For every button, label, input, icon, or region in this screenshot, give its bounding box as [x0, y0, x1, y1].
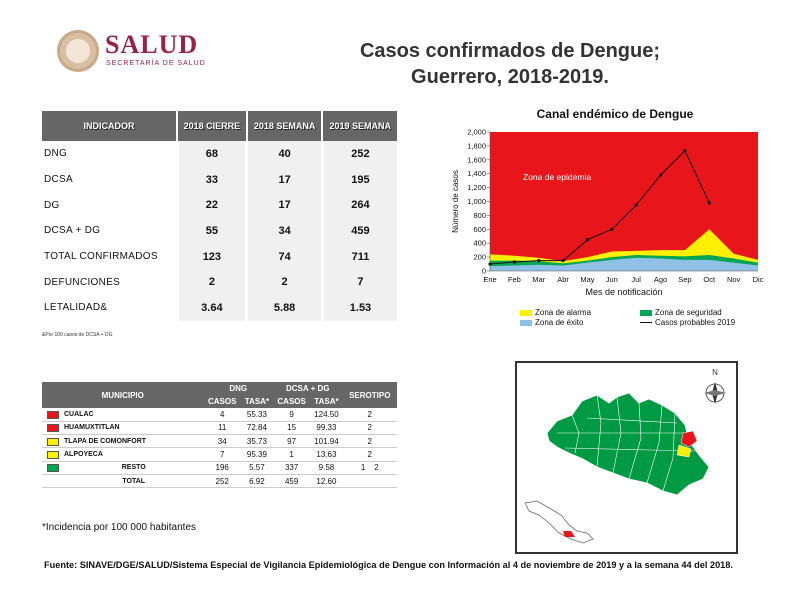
indicator-header: INDICADOR — [42, 111, 177, 141]
dcsa-rate: 99.33 — [310, 421, 342, 434]
dng-cases: 7 — [204, 448, 241, 461]
indicator-value: 252 — [322, 141, 397, 167]
indicator-header: 2019 SEMANA — [322, 111, 397, 141]
serotipo: 1 2 — [343, 461, 397, 474]
sub-header: TASA* — [241, 395, 273, 408]
casos-probables-point — [561, 259, 564, 262]
serotipo: 2 — [343, 435, 397, 448]
municipio-name: TOTAL — [64, 474, 204, 487]
indicator-label: DEFUNCIONES — [44, 276, 121, 288]
legend-swatch — [520, 320, 532, 326]
x-tick-label: Oct — [703, 275, 716, 284]
endemic-channel-chart — [448, 120, 773, 305]
y-tick-label: 600 — [473, 224, 486, 234]
x-tick-label: Nov — [726, 275, 741, 284]
mexico-inset-map — [525, 501, 593, 543]
y-tick-label: 0 — [481, 266, 486, 276]
risk-color-swatch — [47, 411, 59, 419]
zona-epidemia-label: Zona de epidemia — [523, 172, 592, 182]
table-row — [42, 448, 397, 461]
y-tick-label: 1,000 — [467, 197, 486, 206]
x-tick-label: Abr — [557, 275, 569, 284]
legend-label: Zona de éxito — [535, 318, 584, 327]
table-row — [42, 141, 397, 167]
indicator-value: 34 — [247, 218, 323, 244]
incidence-note: *Incidencia por 100 000 habitantes — [42, 522, 197, 533]
risk-color-swatch — [47, 451, 59, 459]
casos-probables-point — [488, 262, 491, 265]
risk-cell — [42, 435, 64, 448]
indicator-value: 5.88 — [247, 295, 323, 321]
dng-rate: 6.92 — [241, 474, 273, 487]
table-row — [42, 421, 397, 434]
national-seal-icon — [57, 30, 99, 72]
dcsa-rate: 9.58 — [310, 461, 342, 474]
table-row — [42, 192, 397, 218]
logo-wordmark: SALUD — [105, 30, 199, 59]
y-tick-label: 200 — [473, 252, 486, 262]
dng-cases: 11 — [204, 421, 241, 434]
indicator-value: 17 — [247, 167, 323, 193]
legend-item-seguridad — [640, 308, 722, 317]
indicator-value: 1.53 — [322, 295, 397, 321]
indicator-value: 74 — [247, 244, 323, 270]
municipio-name: ALPOYECA — [64, 448, 204, 461]
indicator-value: 68 — [177, 141, 247, 167]
indicator-label: TOTAL CONFIRMADOS — [44, 251, 158, 263]
indicator-value: 40 — [247, 141, 323, 167]
compass-north-label: N — [712, 368, 718, 377]
casos-probables-point — [610, 228, 613, 231]
municipio-name: HUAMUXTITLAN — [64, 421, 204, 434]
risk-color-swatch — [47, 464, 59, 472]
dcsa-cases: 337 — [273, 461, 310, 474]
indicator-value: 459 — [322, 218, 397, 244]
y-tick-label: 2,000 — [467, 127, 486, 137]
lethality-footnote: &Por 100 casos de DCSA + DG — [42, 332, 113, 338]
dng-rate: 72.84 — [241, 421, 273, 434]
indicator-label: DCSA — [44, 174, 73, 186]
table-row — [42, 474, 397, 487]
dcsa-cases: 1 — [273, 448, 310, 461]
risk-cell — [42, 421, 64, 434]
sub-header: TASA* — [310, 395, 342, 408]
salud-logo — [57, 28, 227, 74]
indicator-value: 3.64 — [177, 295, 247, 321]
serotipo: 2 — [343, 408, 397, 421]
dcsa-rate: 12.60 — [310, 474, 342, 487]
legend-label: Zona de alarma — [535, 308, 592, 317]
page-title-line1: Casos confirmados de Dengue; — [359, 40, 661, 62]
guerrero-map-graphic — [517, 363, 736, 552]
risk-cell — [42, 448, 64, 461]
indicator-value: 195 — [322, 167, 397, 193]
sub-header: CASOS — [273, 395, 310, 408]
casos-probables-point — [635, 203, 638, 206]
table-row — [42, 435, 397, 448]
legend-swatch — [520, 310, 532, 316]
dcsa-cases: 9 — [273, 408, 310, 421]
serotipo: 2 — [343, 448, 397, 461]
serotipo — [343, 474, 397, 487]
casos-probables-point — [683, 149, 686, 152]
y-tick-label: 1,400 — [467, 169, 486, 179]
dcsa-cases: 15 — [273, 421, 310, 434]
compass-icon — [704, 382, 726, 404]
indicator-value: 17 — [247, 192, 323, 218]
table-row — [42, 269, 397, 295]
page-title — [300, 38, 720, 90]
municipio-name: RESTO — [64, 461, 204, 474]
indicator-value: 711 — [322, 244, 397, 270]
x-axis-label: Mes de notificación — [585, 287, 663, 297]
municipio-name: CUALAC — [64, 408, 204, 421]
dcsa-cases: 97 — [273, 435, 310, 448]
dng-rate: 5.57 — [241, 461, 273, 474]
serotipo: 2 — [343, 421, 397, 434]
chart-title: Canal endémico de Dengue — [536, 107, 694, 121]
x-tick-label: Sep — [678, 275, 692, 284]
indicator-label: DCSA + DG — [44, 225, 101, 237]
dng-rate: 95.39 — [241, 448, 273, 461]
indicator-value: 123 — [177, 244, 247, 270]
municipio-group-header-row — [42, 382, 397, 395]
dng-rate: 35.73 — [241, 435, 273, 448]
indicator-value: 55 — [177, 218, 247, 244]
risk-cell — [42, 408, 64, 421]
dcsa-rate: 124.50 — [310, 408, 342, 421]
x-tick-label: Mar — [532, 275, 546, 284]
casos-probables-point — [537, 259, 540, 262]
indicator-label: LETALIDAD& — [44, 302, 108, 314]
dng-cases: 252 — [204, 474, 241, 487]
dng-cases: 196 — [204, 461, 241, 474]
x-tick-label: May — [580, 275, 595, 284]
y-tick-label: 1,800 — [467, 141, 486, 151]
dcsa-rate: 13.63 — [310, 448, 342, 461]
dcsa-rate: 101.94 — [310, 435, 342, 448]
table-row — [42, 408, 397, 421]
x-tick-label: Dic — [752, 275, 764, 284]
serotipo-header: SEROTIPO — [343, 382, 397, 408]
legend-item-casos — [640, 318, 735, 327]
y-tick-label: 1,200 — [467, 183, 486, 193]
indicator-value: 33 — [177, 167, 247, 193]
casos-probables-point — [586, 238, 589, 241]
guerrero-map — [515, 361, 738, 554]
casos-probables-point — [513, 260, 516, 263]
logo-subtitle: SECRETARÍA DE SALUD — [106, 60, 206, 67]
legend-label: Zona de seguridad — [655, 308, 722, 317]
x-tick-label: Ago — [653, 275, 668, 284]
legend-line-swatch — [640, 322, 652, 323]
indicator-value: 2 — [177, 269, 247, 295]
legend-item-exito — [520, 318, 583, 327]
risk-cell — [42, 474, 64, 487]
indicator-table — [42, 111, 397, 321]
table-row — [42, 218, 397, 244]
dng-rate: 55.33 — [241, 408, 273, 421]
municipio-header: MUNICIPIO — [42, 382, 204, 408]
table-row — [42, 295, 397, 321]
dcsa-cases: 459 — [273, 474, 310, 487]
dcsa-dg-header: DCSA + DG — [273, 382, 343, 395]
indicator-label: DG — [44, 199, 60, 211]
x-tick-label: Ene — [483, 275, 497, 284]
legend-item-alarma — [520, 308, 591, 317]
casos-probables-point — [708, 201, 711, 204]
indicator-value: 264 — [322, 192, 397, 218]
dng-cases: 34 — [204, 435, 241, 448]
indicator-value: 7 — [322, 269, 397, 295]
municipio-table — [42, 382, 397, 488]
legend-swatch — [640, 310, 652, 316]
risk-cell — [42, 461, 64, 474]
risk-color-swatch — [47, 424, 59, 432]
x-tick-label: Jul — [631, 275, 641, 284]
indicator-label: DNG — [44, 148, 68, 160]
table-row — [42, 461, 397, 474]
table-row — [42, 244, 397, 270]
indicator-value: 2 — [247, 269, 323, 295]
indicator-value: 22 — [177, 192, 247, 218]
municipio-name: TLAPA DE COMONFORT — [64, 435, 204, 448]
y-tick-label: 800 — [473, 210, 486, 220]
page-title-line2: Guerrero, 2018-2019. — [411, 66, 609, 88]
sub-header: CASOS — [204, 395, 241, 408]
x-tick-label: Jun — [605, 275, 618, 284]
dng-header: DNG — [204, 382, 273, 395]
y-tick-label: 400 — [473, 238, 486, 248]
indicator-header-row — [42, 111, 397, 141]
indicator-header: 2018 CIERRE — [177, 111, 247, 141]
risk-color-swatch — [47, 438, 59, 446]
casos-probables-point — [659, 173, 662, 176]
indicator-header: 2018 SEMANA — [247, 111, 323, 141]
x-tick-label: Feb — [507, 275, 521, 284]
dng-cases: 4 — [204, 408, 241, 421]
source-note: Fuente: SINAVE/DGE/SALUD/Sistema Especial de Vigilancia Epidemiológica de Dengue con Información al 4 de noviembre de 2019 y a la semana 44 del 2018. — [44, 560, 733, 570]
y-tick-label: 1,600 — [467, 155, 486, 165]
table-row — [42, 167, 397, 193]
legend-label: Casos probables 2019 — [655, 318, 736, 327]
y-axis-label: Número de casos — [451, 170, 460, 233]
